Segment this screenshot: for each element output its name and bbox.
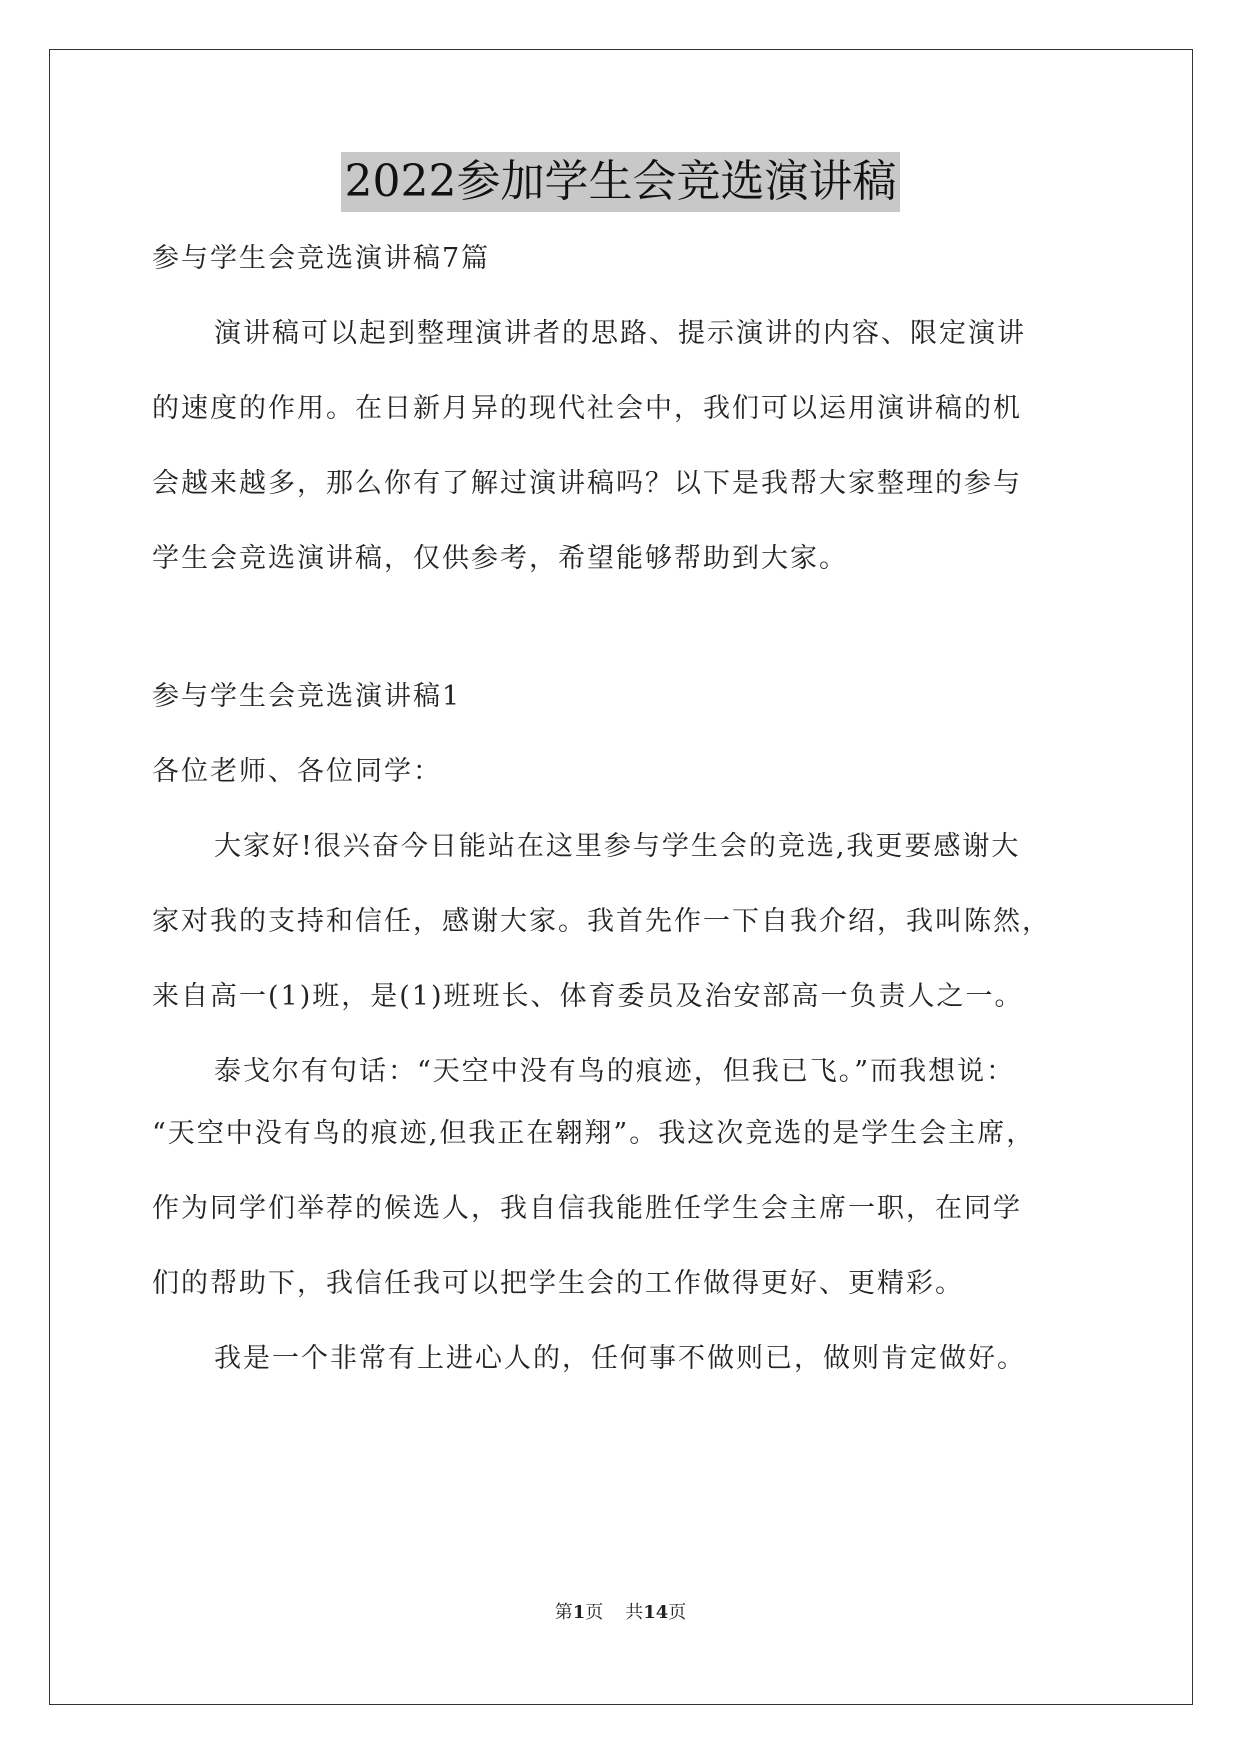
page-border	[49, 49, 1193, 1705]
intro-line-3: 会越来越多，那么你有了解过演讲稿吗？以下是我帮大家整理的参与	[152, 468, 1022, 499]
para2-line-2: “天空中没有鸟的痕迹,但我正在翱翔”。我这次竞选的是学生会主席，	[152, 1118, 1036, 1149]
greeting: 各位老师、各位同学：	[152, 756, 442, 787]
intro-line-1: 演讲稿可以起到整理演讲者的思路、提示演讲的内容、限定演讲	[214, 318, 1026, 349]
section-heading: 参与学生会竞选演讲稿1	[152, 681, 462, 712]
document-title: 2022参加学生会竞选演讲稿	[341, 152, 901, 212]
para1-line-3: 来自高一(1)班，是(1)班班长、体育委员及治安部高一负责人之一。	[152, 981, 1024, 1012]
para1-line-2: 家对我的支持和信任，感谢大家。我首先作一下自我介绍，我叫陈然，	[152, 906, 1051, 937]
intro-line-2: 的速度的作用。在日新月异的现代社会中，我们可以运用演讲稿的机	[152, 393, 1022, 424]
para1-line-1: 大家好!很兴奋今日能站在这里参与学生会的竞选,我更要感谢大	[214, 831, 1021, 862]
page-total: 14	[643, 1602, 669, 1623]
para2-line-3: 作为同学们举荐的候选人，我自信我能胜任学生会主席一职，在同学	[152, 1193, 1022, 1224]
page-current: 1	[572, 1602, 586, 1623]
para2-line-1: 泰戈尔有句话：“天空中没有鸟的痕迹，但我已飞。”而我想说：	[214, 1056, 1016, 1087]
total-prefix: 共	[625, 1602, 644, 1623]
para2-line-4: 们的帮助下，我信任我可以把学生会的工作做得更好、更精彩。	[152, 1268, 964, 1299]
title-container	[0, 152, 1241, 212]
intro-line-4: 学生会竞选演讲稿，仅供参考，希望能够帮助到大家。	[152, 543, 848, 574]
page-prefix: 第	[554, 1602, 573, 1623]
subtitle: 参与学生会竞选演讲稿7篇	[152, 243, 491, 274]
page-suffix: 页	[585, 1602, 604, 1623]
page-footer	[0, 1601, 1241, 1625]
total-suffix: 页	[668, 1602, 687, 1623]
para3-line-1: 我是一个非常有上进心人的，任何事不做则已，做则肯定做好。	[214, 1343, 1026, 1374]
